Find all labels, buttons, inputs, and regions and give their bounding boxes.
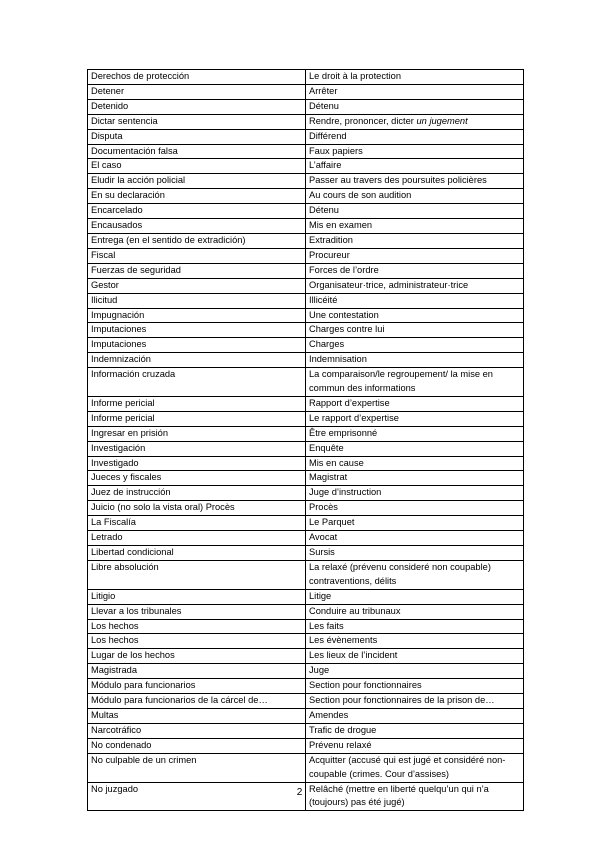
french-term-text: La relaxé (prévenu consideré non coupable) contraventions, délits bbox=[309, 561, 491, 586]
table-row bbox=[88, 441, 524, 456]
french-term-cell bbox=[306, 426, 524, 441]
french-term-text: Charges contre lui bbox=[309, 324, 385, 335]
french-term-text: Sursis bbox=[309, 547, 335, 557]
spanish-term-cell: Letrado bbox=[88, 531, 306, 546]
french-term-cell bbox=[306, 664, 524, 679]
spanish-term-cell: Imputaciones bbox=[88, 338, 306, 353]
spanish-term-cell: Derechos de protección bbox=[88, 70, 306, 85]
table-row bbox=[88, 516, 524, 531]
table-row bbox=[88, 248, 524, 263]
french-term-cell bbox=[306, 396, 524, 411]
french-term-cell bbox=[306, 694, 524, 709]
french-term-italic: un jugement bbox=[416, 115, 468, 126]
french-term-cell bbox=[306, 204, 524, 219]
table-row bbox=[88, 308, 524, 323]
french-term-cell bbox=[306, 323, 524, 338]
table-row bbox=[88, 323, 524, 338]
french-term-text: Les évènements bbox=[309, 635, 378, 646]
spanish-term-cell: Documentación falsa bbox=[88, 144, 306, 159]
french-term-text: Les lieux de l’incident bbox=[309, 650, 398, 661]
french-term-cell bbox=[306, 84, 524, 99]
table-row bbox=[88, 174, 524, 189]
french-term-text: Enquête bbox=[309, 442, 344, 453]
table-row bbox=[88, 664, 524, 679]
french-term-text: Mis en examen bbox=[309, 220, 373, 231]
spanish-term-cell: Encarcelado bbox=[88, 204, 306, 219]
french-term-cell bbox=[306, 738, 524, 753]
french-term-cell bbox=[306, 129, 524, 144]
table-row bbox=[88, 723, 524, 738]
french-term-cell bbox=[306, 589, 524, 604]
spanish-term-cell: Investigado bbox=[88, 456, 306, 471]
french-term-text: Section pour fonctionnaires bbox=[309, 680, 422, 691]
french-term-cell bbox=[306, 70, 524, 85]
french-term-text: Au cours de son audition bbox=[309, 190, 412, 201]
french-term-cell bbox=[306, 174, 524, 189]
french-term-text: Indemnisation bbox=[309, 354, 367, 365]
table-row bbox=[88, 204, 524, 219]
spanish-term-cell: Multas bbox=[88, 708, 306, 723]
french-term-cell bbox=[306, 411, 524, 426]
table-row bbox=[88, 368, 524, 397]
spanish-term-cell: Lugar de los hechos bbox=[88, 649, 306, 664]
table-row bbox=[88, 501, 524, 516]
french-term-text: Relâché (mettre en liberté quelqu’un qui n’a (toujours) pas été jugé) bbox=[309, 783, 489, 808]
french-term-cell bbox=[306, 144, 524, 159]
spanish-term-cell: Juicio (no solo la vista oral) Procès bbox=[88, 501, 306, 516]
glossary-table-body bbox=[88, 70, 524, 811]
table-row bbox=[88, 263, 524, 278]
spanish-term-cell: La Fiscalía bbox=[88, 516, 306, 531]
spanish-term-cell: Impugnación bbox=[88, 308, 306, 323]
french-term-text: Rapport d’expertise bbox=[309, 397, 390, 408]
french-term-cell bbox=[306, 114, 524, 129]
table-row bbox=[88, 738, 524, 753]
french-term-cell bbox=[306, 708, 524, 723]
table-row bbox=[88, 456, 524, 471]
table-row bbox=[88, 531, 524, 546]
french-term-cell bbox=[306, 753, 524, 782]
french-term-text: Une contestation bbox=[309, 309, 379, 320]
french-term-cell bbox=[306, 233, 524, 248]
french-term-text: L’affaire bbox=[309, 160, 342, 171]
table-row bbox=[88, 338, 524, 353]
page-number: 2 bbox=[296, 787, 303, 798]
french-term-text: Forces de l’ordre bbox=[309, 264, 379, 275]
spanish-term-cell: Módulo para funcionarios de la cárcel de… bbox=[88, 694, 306, 709]
french-term-text: Magistrat bbox=[309, 472, 348, 483]
french-term-cell bbox=[306, 189, 524, 204]
spanish-term-cell: Informe pericial bbox=[88, 396, 306, 411]
spanish-term-cell: Magistrada bbox=[88, 664, 306, 679]
table-row bbox=[88, 278, 524, 293]
french-term-cell bbox=[306, 99, 524, 114]
spanish-term-cell: Investigación bbox=[88, 441, 306, 456]
french-term-cell bbox=[306, 679, 524, 694]
table-row bbox=[88, 353, 524, 368]
french-term-text: Amendes bbox=[309, 709, 349, 720]
french-term-cell bbox=[306, 338, 524, 353]
spanish-term-cell: Dictar sentencia bbox=[88, 114, 306, 129]
spanish-term-cell: Ingresar en prisión bbox=[88, 426, 306, 441]
table-row bbox=[88, 411, 524, 426]
table-row bbox=[88, 219, 524, 234]
french-term-text: Faux papiers bbox=[309, 145, 363, 156]
french-term-cell bbox=[306, 634, 524, 649]
french-term-cell bbox=[306, 456, 524, 471]
spanish-term-cell: Disputa bbox=[88, 129, 306, 144]
spanish-term-cell: El caso bbox=[88, 159, 306, 174]
table-row bbox=[88, 619, 524, 634]
spanish-term-cell: Fiscal bbox=[88, 248, 306, 263]
french-term-cell bbox=[306, 159, 524, 174]
french-term-cell bbox=[306, 560, 524, 589]
french-term-text: Juge d’instruction bbox=[309, 487, 382, 498]
spanish-term-cell: Ilicitud bbox=[88, 293, 306, 308]
french-term-text: Charges bbox=[309, 339, 345, 350]
spanish-term-cell: En su declaración bbox=[88, 189, 306, 204]
french-term-cell bbox=[306, 263, 524, 278]
french-term-text: Trafic de drogue bbox=[309, 724, 377, 735]
french-term-text: Avocat bbox=[309, 532, 338, 543]
french-term-text: Détenu bbox=[309, 100, 339, 111]
spanish-term-cell: Libertad condicional bbox=[88, 546, 306, 561]
spanish-term-cell: Libre absolución bbox=[88, 560, 306, 589]
table-row bbox=[88, 604, 524, 619]
french-term-text: Prévenu relaxé bbox=[309, 739, 372, 750]
french-term-cell bbox=[306, 293, 524, 308]
french-term-text: Le droit à la protection bbox=[309, 71, 401, 81]
french-term-text: Litige bbox=[309, 590, 332, 601]
french-term-text: Les faits bbox=[309, 620, 344, 631]
table-row bbox=[88, 144, 524, 159]
table-row bbox=[88, 129, 524, 144]
french-term-cell bbox=[306, 604, 524, 619]
table-row bbox=[88, 99, 524, 114]
spanish-term-cell: Indemnización bbox=[88, 353, 306, 368]
table-row bbox=[88, 70, 524, 85]
spanish-term-cell: Detenido bbox=[88, 99, 306, 114]
spanish-term-cell: Litigio bbox=[88, 589, 306, 604]
table-row bbox=[88, 293, 524, 308]
spanish-term-cell: Módulo para funcionarios bbox=[88, 679, 306, 694]
french-term-text: Différend bbox=[309, 130, 347, 141]
french-term-cell bbox=[306, 723, 524, 738]
french-term-cell bbox=[306, 501, 524, 516]
spanish-term-cell: No condenado bbox=[88, 738, 306, 753]
french-term-text: Le rapport d’expertise bbox=[309, 412, 399, 423]
french-term-cell bbox=[306, 441, 524, 456]
french-term-text: Extradition bbox=[309, 234, 353, 245]
table-row bbox=[88, 589, 524, 604]
table-row bbox=[88, 753, 524, 782]
french-term-text: Juge bbox=[309, 665, 330, 676]
french-term-text: Le Parquet bbox=[309, 517, 355, 528]
table-row bbox=[88, 486, 524, 501]
spanish-term-cell: Eludir la acción policial bbox=[88, 174, 306, 189]
french-term-text: Conduire au tribunaux bbox=[309, 605, 401, 616]
table-row bbox=[88, 396, 524, 411]
spanish-term-cell: Los hechos bbox=[88, 634, 306, 649]
french-term-cell bbox=[306, 471, 524, 486]
glossary-table bbox=[87, 69, 524, 811]
table-row bbox=[88, 159, 524, 174]
table-row bbox=[88, 233, 524, 248]
spanish-term-cell: Los hechos bbox=[88, 619, 306, 634]
french-term-cell bbox=[306, 486, 524, 501]
spanish-term-cell: Gestor bbox=[88, 278, 306, 293]
french-term-text: Organisateur·trice, administrateur·trice bbox=[309, 279, 469, 290]
table-row bbox=[88, 560, 524, 589]
table-row bbox=[88, 84, 524, 99]
spanish-term-cell: Detener bbox=[88, 84, 306, 99]
french-term-text: Procès bbox=[309, 502, 338, 513]
french-term-cell bbox=[306, 368, 524, 397]
table-row bbox=[88, 189, 524, 204]
french-term-text: La comparaison/le regroupement/ la mise en commun des informations bbox=[309, 369, 493, 394]
spanish-term-cell: Información cruzada bbox=[88, 368, 306, 397]
french-term-cell bbox=[306, 248, 524, 263]
french-term-cell bbox=[306, 546, 524, 561]
french-term-text: Arrêter bbox=[309, 85, 338, 96]
spanish-term-cell: Imputaciones bbox=[88, 323, 306, 338]
spanish-term-cell: Jueces y fiscales bbox=[88, 471, 306, 486]
table-row bbox=[88, 679, 524, 694]
french-term-text: Rendre, prononcer, dicter bbox=[309, 115, 414, 126]
french-term-text: Mis en cause bbox=[309, 457, 364, 468]
french-term-cell bbox=[306, 649, 524, 664]
spanish-term-cell: Encausados bbox=[88, 219, 306, 234]
table-row bbox=[88, 114, 524, 129]
spanish-term-cell: Fuerzas de seguridad bbox=[88, 263, 306, 278]
french-term-text: Détenu bbox=[309, 205, 339, 216]
table-row bbox=[88, 649, 524, 664]
spanish-term-cell: No culpable de un crimen bbox=[88, 753, 306, 782]
spanish-term-cell: Entrega (en el sentido de extradición) bbox=[88, 233, 306, 248]
french-term-cell bbox=[306, 531, 524, 546]
french-term-text: Procureur bbox=[309, 249, 350, 260]
french-term-text: Passer au travers des poursuites policières bbox=[309, 175, 487, 186]
table-row bbox=[88, 694, 524, 709]
french-term-cell bbox=[306, 278, 524, 293]
french-term-text: Illicéité bbox=[309, 294, 338, 305]
french-term-text: Être emprisonné bbox=[309, 427, 378, 438]
spanish-term-cell: Juez de instrucción bbox=[88, 486, 306, 501]
table-row bbox=[88, 708, 524, 723]
spanish-term-cell: No juzgado bbox=[88, 782, 306, 811]
spanish-term-cell: Informe pericial bbox=[88, 411, 306, 426]
french-term-cell bbox=[306, 219, 524, 234]
french-term-text: Acquitter (accusé qui est jugé et considéré non-coupable (crimes. Cour d’assises) bbox=[309, 754, 506, 779]
french-term-text: Section pour fonctionnaires de la prison de… bbox=[309, 695, 495, 706]
spanish-term-cell: Llevar a los tribunales bbox=[88, 604, 306, 619]
french-term-cell bbox=[306, 353, 524, 368]
spanish-term-cell: Narcotráfico bbox=[88, 723, 306, 738]
table-row bbox=[88, 546, 524, 561]
french-term-cell bbox=[306, 516, 524, 531]
table-row bbox=[88, 634, 524, 649]
table-row bbox=[88, 426, 524, 441]
french-term-cell bbox=[306, 308, 524, 323]
table-row bbox=[88, 471, 524, 486]
french-term-cell bbox=[306, 619, 524, 634]
